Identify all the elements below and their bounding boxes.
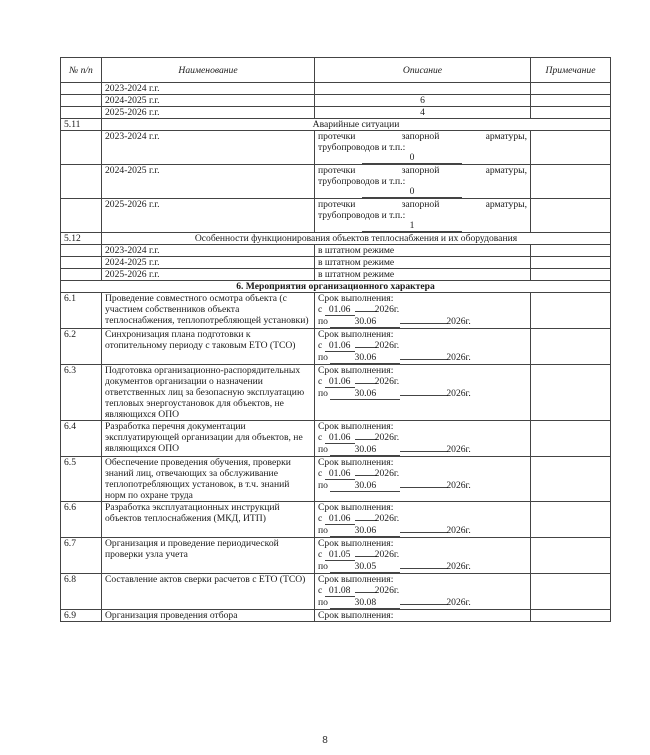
term-cell bbox=[315, 329, 531, 365]
description-cell bbox=[315, 165, 531, 199]
term-label: Срок выполнения: bbox=[318, 365, 394, 376]
year-suffix: г. bbox=[465, 316, 471, 327]
year-suffix: г. bbox=[465, 525, 471, 536]
table-row bbox=[61, 245, 611, 257]
start-year-underline bbox=[355, 556, 377, 557]
note-cell bbox=[531, 538, 611, 574]
row-number: 6.8 bbox=[61, 574, 102, 610]
end-year: 2026 bbox=[446, 480, 466, 491]
section-title: 6. Мероприятия организационного характера bbox=[61, 281, 611, 293]
year-suffix: г. bbox=[465, 480, 471, 491]
term-end bbox=[318, 388, 527, 400]
term-cell bbox=[315, 457, 531, 502]
start-year-underline bbox=[355, 592, 377, 593]
term-start bbox=[318, 432, 527, 444]
measure-name: Организация проведения отбора bbox=[102, 610, 315, 622]
term-start bbox=[318, 340, 527, 352]
table-row bbox=[61, 95, 611, 107]
term-to-label: по bbox=[318, 352, 328, 363]
term-end bbox=[318, 480, 527, 492]
year-suffix: г. bbox=[393, 304, 400, 315]
start-date: 01.06 bbox=[325, 341, 355, 352]
note-cell bbox=[531, 457, 611, 502]
value-cell: в штатном режиме bbox=[315, 257, 531, 269]
end-date: 30.06 bbox=[330, 481, 400, 492]
term-from-label: с bbox=[318, 432, 323, 443]
note-cell bbox=[531, 574, 611, 610]
end-year-underline bbox=[400, 395, 448, 396]
row-number: 6.4 bbox=[61, 421, 102, 457]
row-number: 5.12 bbox=[61, 233, 102, 245]
year-suffix: г. bbox=[393, 340, 400, 351]
table-row bbox=[61, 538, 611, 574]
term-from-label: с bbox=[318, 304, 323, 315]
value-cell: в штатном режиме bbox=[315, 269, 531, 281]
term-to-label: по bbox=[318, 525, 328, 536]
table-row bbox=[61, 574, 611, 610]
row-number: 5.11 bbox=[61, 119, 102, 131]
term-start bbox=[318, 376, 527, 388]
table-row bbox=[61, 329, 611, 365]
start-year-underline bbox=[355, 520, 377, 521]
term-from-label: с bbox=[318, 549, 323, 560]
measure-name: Проведение совместного осмотра объекта (с участием собственников объекта теплоснабжения, теплопотребляющей установки) bbox=[102, 293, 315, 329]
year-suffix: г. bbox=[393, 549, 400, 560]
year-cell: 2024-2025 г.г. bbox=[102, 257, 315, 269]
end-year: 2026 bbox=[446, 444, 466, 455]
term-to-label: по bbox=[318, 480, 328, 491]
year-cell: 2023-2024 г.г. bbox=[102, 245, 315, 257]
table-row bbox=[61, 269, 611, 281]
table-row bbox=[61, 293, 611, 329]
description-line: протечки запорной арматуры, bbox=[318, 199, 527, 210]
measures-list bbox=[61, 293, 611, 610]
value-cell bbox=[315, 83, 531, 95]
start-year: 2026 bbox=[374, 549, 394, 560]
year-suffix: г. bbox=[393, 585, 400, 596]
end-year: 2026 bbox=[446, 525, 466, 536]
section-512-title-row bbox=[61, 233, 611, 245]
year-suffix: г. bbox=[465, 444, 471, 455]
end-year: 2026 bbox=[446, 388, 466, 399]
value-cell: 4 bbox=[315, 107, 531, 119]
start-year: 2026 bbox=[374, 340, 394, 351]
plan-table bbox=[60, 57, 611, 622]
start-year-underline bbox=[355, 347, 377, 348]
page-number: 8 bbox=[322, 735, 328, 746]
end-year-underline bbox=[400, 568, 448, 569]
table-header-row bbox=[61, 58, 611, 83]
measure-name: Составление актов сверки расчетов с ЕТО (ТСО) bbox=[102, 574, 315, 610]
term-to-label: по bbox=[318, 444, 328, 455]
description-line: протечки запорной арматуры, bbox=[318, 165, 527, 176]
year-suffix: г. bbox=[465, 388, 471, 399]
start-year: 2026 bbox=[374, 513, 394, 524]
start-date: 01.06 bbox=[325, 469, 355, 480]
year-suffix: г. bbox=[393, 468, 400, 479]
term-label: Срок выполнения: bbox=[318, 457, 394, 468]
year-cell: 2024-2025 г.г. bbox=[102, 165, 315, 199]
term-from-label: с bbox=[318, 340, 323, 351]
description-line: протечки запорной арматуры, bbox=[318, 131, 527, 142]
term-cell bbox=[315, 421, 531, 457]
term-start bbox=[318, 304, 527, 316]
section-title: Аварийные ситуации bbox=[102, 119, 611, 131]
start-year: 2026 bbox=[374, 304, 394, 315]
term-cell bbox=[315, 502, 531, 538]
end-year-underline bbox=[400, 487, 448, 488]
term-label: Срок выполнения: bbox=[318, 293, 394, 304]
end-year: 2026 bbox=[446, 561, 466, 572]
note-cell bbox=[531, 365, 611, 421]
row-number: 6.5 bbox=[61, 457, 102, 502]
start-year-underline bbox=[355, 383, 377, 384]
term-cell bbox=[315, 538, 531, 574]
term-label: Срок выполнения: bbox=[318, 329, 394, 340]
table-row bbox=[61, 365, 611, 421]
year-suffix: г. bbox=[465, 352, 471, 363]
table-row bbox=[61, 199, 611, 233]
table-row bbox=[61, 421, 611, 457]
start-year: 2026 bbox=[374, 585, 394, 596]
header-note: Примечание bbox=[531, 58, 611, 83]
description-cell bbox=[315, 131, 531, 165]
term-label: Срок выполнения: bbox=[318, 502, 394, 513]
term-start bbox=[318, 549, 527, 561]
term-end bbox=[318, 316, 527, 328]
year-cell: 2025-2026 г.г. bbox=[102, 107, 315, 119]
description-line: трубопроводов и т.п.: bbox=[318, 176, 406, 187]
row-number: 6.7 bbox=[61, 538, 102, 574]
start-year-underline bbox=[355, 311, 377, 312]
measure-name: Подготовка организационно-распорядительных документов организации о назначении ответственных лиц за безопасную эксплуатацию тепловых энергоустановок для объектов, не являющихся ОПО bbox=[102, 365, 315, 421]
term-start bbox=[318, 513, 527, 525]
term-to-label: по bbox=[318, 316, 328, 327]
end-year: 2026 bbox=[446, 352, 466, 363]
value-cell: 6 bbox=[315, 95, 531, 107]
measure-name: Обеспечение проведения обучения, проверки знаний лиц, отвечающих за обслуживание теплопотребляющих установок, в т.ч. знаний норм по охране труда bbox=[102, 457, 315, 502]
term-end bbox=[318, 597, 527, 609]
end-year-underline bbox=[400, 451, 448, 452]
note-cell bbox=[531, 421, 611, 457]
table-row bbox=[61, 165, 611, 199]
term-end bbox=[318, 444, 527, 456]
header-description: Описание bbox=[315, 58, 531, 83]
header-name: Наименование bbox=[102, 58, 315, 83]
measure-name: Синхронизация плана подготовки к отопительному периоду с таковым ЕТО (ТСО) bbox=[102, 329, 315, 365]
year-suffix: г. bbox=[393, 432, 400, 443]
term-cell bbox=[315, 293, 531, 329]
term-start bbox=[318, 468, 527, 480]
start-year: 2026 bbox=[374, 468, 394, 479]
measure-name: Организация и проведение периодической проверки узла учета bbox=[102, 538, 315, 574]
note-cell bbox=[531, 329, 611, 365]
end-year-underline bbox=[400, 323, 448, 324]
section-title: Особенности функционирования объектов теплоснабжения и их оборудования bbox=[102, 233, 611, 245]
start-year-underline bbox=[355, 475, 377, 476]
term-from-label: с bbox=[318, 376, 323, 387]
start-date: 01.06 bbox=[325, 433, 355, 444]
end-year-underline bbox=[400, 604, 448, 605]
year-cell: 2025-2026 г.г. bbox=[102, 269, 315, 281]
description-cell bbox=[315, 199, 531, 233]
description-line: трубопроводов и т.п.: bbox=[318, 142, 406, 153]
term-label: Срок выполнения: bbox=[318, 538, 394, 549]
end-date: 30.06 bbox=[330, 317, 400, 328]
row-number: 6.6 bbox=[61, 502, 102, 538]
start-year: 2026 bbox=[374, 376, 394, 387]
term-label: Срок выполнения: bbox=[318, 421, 394, 432]
term-end bbox=[318, 525, 527, 537]
end-year-underline bbox=[400, 359, 448, 360]
term-end bbox=[318, 561, 527, 573]
term-cell bbox=[315, 365, 531, 421]
table-row bbox=[61, 131, 611, 165]
term-start bbox=[318, 585, 527, 597]
measure-name: Разработка перечня документации эксплуатирующей организации для объектов, не являющихся ОПО bbox=[102, 421, 315, 457]
start-date: 01.05 bbox=[325, 550, 355, 561]
table-row bbox=[61, 457, 611, 502]
description-line: трубопроводов и т.п.: bbox=[318, 210, 406, 221]
table-row bbox=[61, 107, 611, 119]
incident-count: 1 bbox=[362, 221, 462, 232]
start-date: 01.08 bbox=[325, 586, 355, 597]
row-number: 6.2 bbox=[61, 329, 102, 365]
measure-name: Разработка эксплуатационных инструкций объектов теплоснабжения (МКД, ИТП) bbox=[102, 502, 315, 538]
end-year: 2026 bbox=[446, 597, 466, 608]
start-date: 01.06 bbox=[325, 514, 355, 525]
year-cell: 2024-2025 г.г. bbox=[102, 95, 315, 107]
year-cell: 2023-2024 г.г. bbox=[102, 131, 315, 165]
term-from-label: с bbox=[318, 513, 323, 524]
start-date: 01.06 bbox=[325, 305, 355, 316]
term-to-label: по bbox=[318, 388, 328, 399]
term-to-label: по bbox=[318, 597, 328, 608]
term-from-label: с bbox=[318, 468, 323, 479]
table-row bbox=[61, 502, 611, 538]
table-row bbox=[61, 610, 611, 622]
end-date: 30.06 bbox=[330, 353, 400, 364]
section-511-title-row bbox=[61, 119, 611, 131]
end-date: 30.08 bbox=[330, 598, 400, 609]
term-cell bbox=[315, 574, 531, 610]
end-year: 2026 bbox=[446, 316, 466, 327]
row-number: 6.9 bbox=[61, 610, 102, 622]
term-label: Срок выполнения: bbox=[315, 610, 531, 622]
year-suffix: г. bbox=[393, 513, 400, 524]
start-date: 01.06 bbox=[325, 377, 355, 388]
end-date: 30.06 bbox=[330, 445, 400, 456]
year-cell: 2023-2024 г.г. bbox=[102, 83, 315, 95]
table-row bbox=[61, 83, 611, 95]
header-no: № п/п bbox=[61, 58, 102, 83]
section-6-title-row bbox=[61, 281, 611, 293]
end-year-underline bbox=[400, 532, 448, 533]
table-row bbox=[61, 257, 611, 269]
term-label: Срок выполнения: bbox=[318, 574, 394, 585]
note-cell bbox=[531, 502, 611, 538]
year-suffix: г. bbox=[465, 597, 471, 608]
incident-count: 0 bbox=[362, 153, 462, 164]
start-year: 2026 bbox=[374, 432, 394, 443]
year-cell: 2025-2026 г.г. bbox=[102, 199, 315, 233]
incident-count: 0 bbox=[362, 187, 462, 198]
note-cell bbox=[531, 293, 611, 329]
value-cell: в штатном режиме bbox=[315, 245, 531, 257]
term-end bbox=[318, 352, 527, 364]
end-date: 30.06 bbox=[330, 389, 400, 400]
start-year-underline bbox=[355, 439, 377, 440]
year-suffix: г. bbox=[465, 561, 471, 572]
end-date: 30.06 bbox=[330, 526, 400, 537]
end-date: 30.05 bbox=[330, 562, 400, 573]
year-suffix: г. bbox=[393, 376, 400, 387]
term-to-label: по bbox=[318, 561, 328, 572]
term-from-label: с bbox=[318, 585, 323, 596]
row-number: 6.1 bbox=[61, 293, 102, 329]
row-number: 6.3 bbox=[61, 365, 102, 421]
